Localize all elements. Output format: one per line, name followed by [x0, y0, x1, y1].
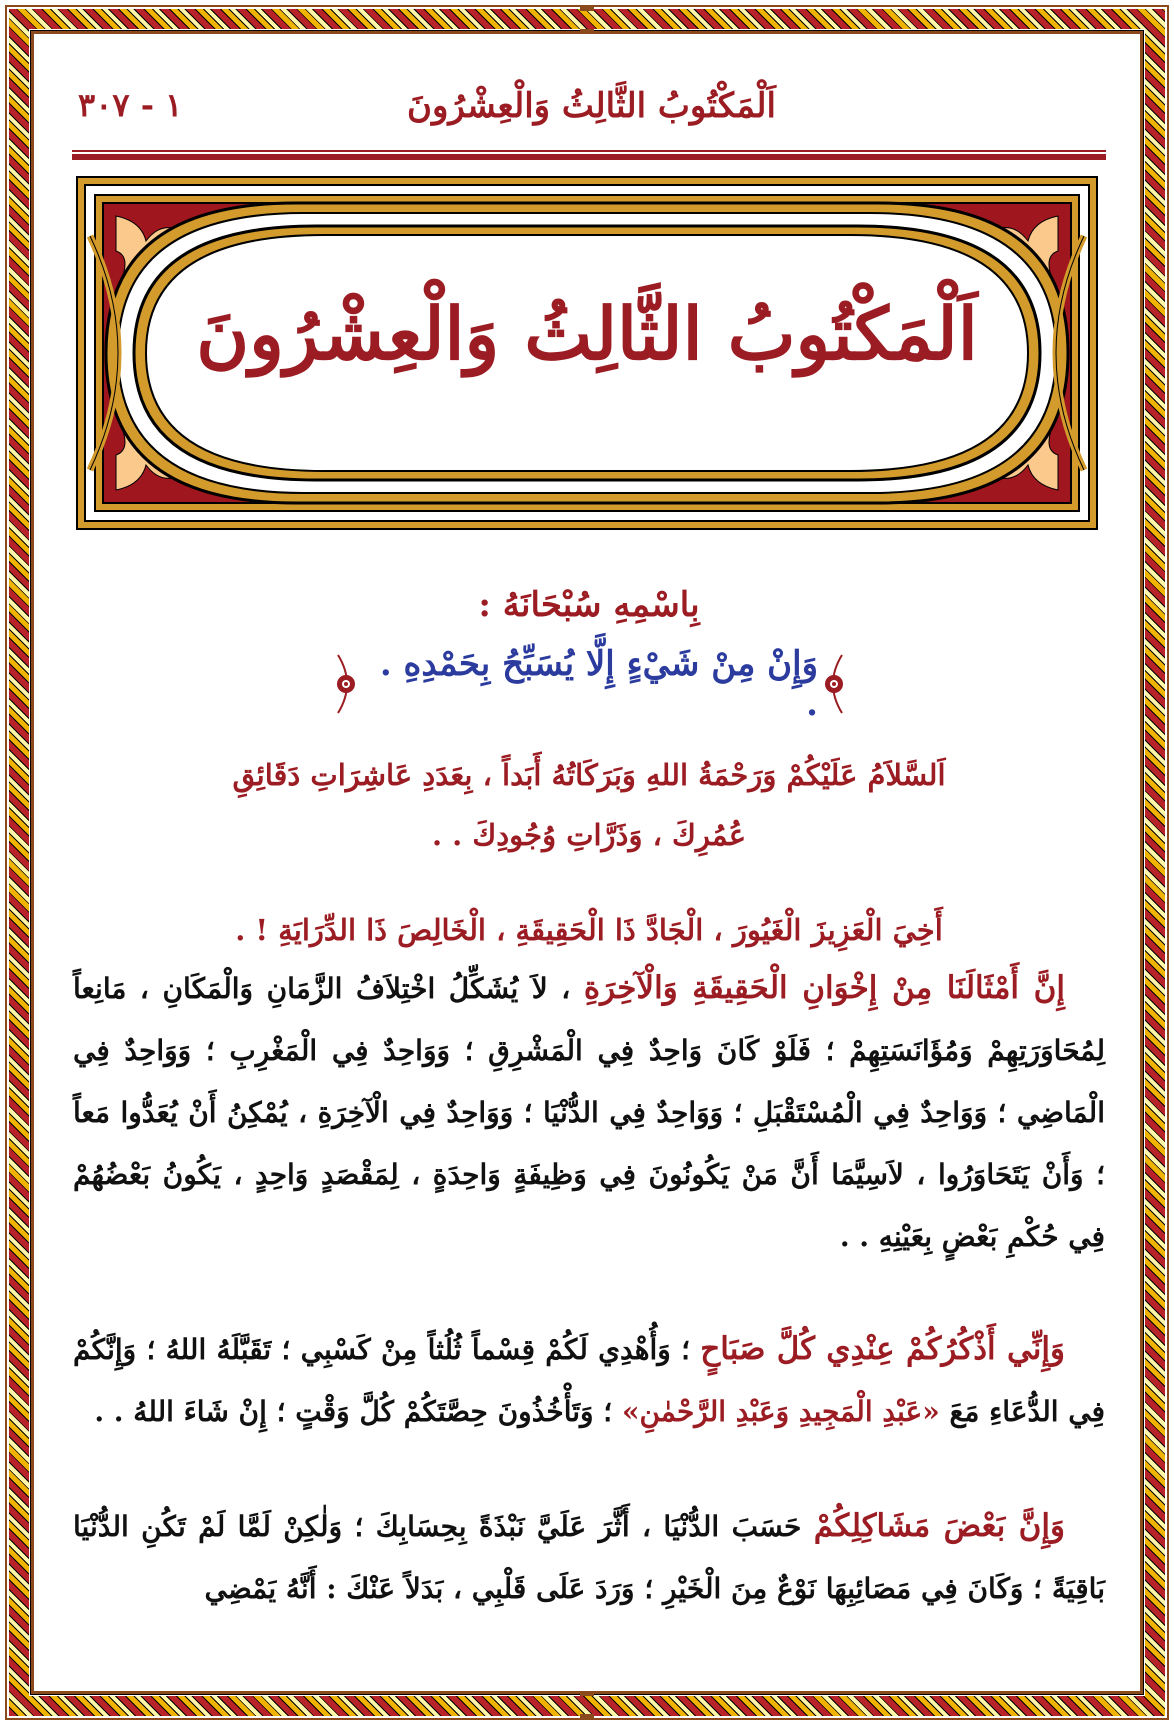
title-cartouche: [76, 176, 1098, 530]
verse-text: وَإِنْ مِنْ شَيْءٍ إِلَّا يُسَبِّحُ بِحَمْدِهِ . .: [379, 644, 818, 724]
rosette-bracket-icon-left: [330, 653, 356, 715]
basmala-heading: بِاسْمِهِ سُبْحَانَهُ :: [478, 585, 700, 625]
border-center-tick-bottom-inner: [580, 1691, 594, 1696]
cartouche-title: اَلْمَكْتُوبُ الثَّالِثُ وَالْعِشْرُونَ: [196, 291, 978, 376]
quran-verse: [330, 644, 850, 724]
border-center-tick-bottom: [580, 1714, 594, 1719]
paragraph-3: [73, 1495, 1105, 1620]
paragraph-2: [73, 1318, 1105, 1443]
greeting: [73, 745, 1105, 865]
paragraph-1-text: ، لاَ يُشَكِّلُ اخْتِلاَفُ الزَّمَانِ وَالْمَكَانِ ، مَانِعاً لِمُحَاوَرَتِهِمْ وَمُؤَانَسَتِهِمْ ؛ فَلَوْ كَانَ وَاحِدٌ فِي الْمَشْرِقِ ؛ وَوَاحِدٌ فِي الْمَغْرِبِ ؛ وَوَاحِدٌ فِي الْمَاضِي ؛ وَوَاحِدٌ فِي الْمُسْتَقْبَلِ ؛ وَوَاحِدٌ فِي الدُّنْيَا ؛ وَوَاحِدٌ فِي الْآخِرَةِ ، يُمْكِنُ أَنْ يُعَدُّوا مَعاً ؛ وَأَنْ يَتَحَاوَرُوا ، لاَسِيَّمَا أَنَّ مَنْ يَكُونُونَ فِي وَظِيفَةٍ وَاحِدَةٍ ، لِمَقْصَدٍ وَاحِدٍ ، يَكُونُ بَعْضُهُمْ فِي حُكْمِ بَعْضٍ بِعَيْنِهِ . .: [73, 972, 1105, 1253]
paragraph-1: [73, 957, 1105, 1268]
paragraph-2-text-before: ؛ وَأُهْدِي لَكُمْ قِسْماً ثُلُثاً مِنْ كَسْبِي ؛ تَقَبَّلَهُ اللهُ ؛ وَإِنَّكُمْ فِي الدُّعَاءِ مَعَ: [73, 1333, 1105, 1428]
rosette-bracket-icon-right: [824, 653, 850, 715]
paragraph-3-text: حَسَبَ الدُّنْيَا ، أَثَّرَ عَلَيَّ نَبْذَةً بِحِسَابِكَ ؛ وَلٰكِنْ لَمَّا لَمْ تَكُنِ الدُّنْيَا بَاقِيَةً ؛ وَكَانَ فِي مَصَائِبِهَا نَوْعٌ مِنَ الْخَيْرِ ؛ وَرَدَ عَلَى قَلْبِي ، بَدَلاً عَنْكَ : أَنَّهُ يَمْضِي: [73, 1510, 1105, 1605]
paragraph-1-highlight: إِنَّ أَمْثَالَنَا مِنْ إِخْوَانِ الْحَقِيقَةِ وَالْآخِرَةِ: [583, 970, 1066, 1006]
running-header: [72, 82, 1106, 162]
greeting-line-2: عُمُرِكَ ، وَذَرَّاتِ وُجُودِكَ . .: [431, 818, 746, 852]
paragraph-3-highlight: وَإِنَّ بَعْضَ مَشَاكِلِكُمْ: [813, 1508, 1065, 1544]
header-rule-thin: [72, 150, 1106, 152]
border-center-tick-top: [580, 6, 594, 11]
header-rule-thick: [72, 154, 1106, 160]
paragraph-2-quote: «عَبْدِ الْمَجِيدِ وَعَبْدِ الرَّحْمٰنِ»: [621, 1395, 940, 1428]
paragraph-2-highlight: وَإِنِّي أَذْكُرُكُمْ عِنْدِي كُلَّ صَبَاحٍ: [700, 1331, 1065, 1367]
header-title: اَلْمَكْتُوبُ الثَّالِثُ وَالْعِشْرُونَ: [406, 86, 776, 126]
page-number: ١ - ٣٠٧: [78, 86, 183, 124]
border-center-tick-top-inner: [580, 29, 594, 34]
paragraph-2-text-after: ؛ وَتَأْخُذُونَ حِصَّتَكُمْ كُلَّ وَقْتٍ ؛ إِنْ شَاءَ اللهُ . .: [94, 1395, 613, 1428]
address-line: أَخِيَ الْعَزِيزَ الْغَيُورَ ، الْجَادَّ ذَا الْحَقِيقَةِ ، الْخَالِصَ ذَا الدِّرَايَةِ ! .: [235, 913, 943, 947]
greeting-line-1: اَلسَّلاَمُ عَلَيْكُمْ وَرَحْمَةُ اللهِ وَبَرَكَاتُهُ أَبَداً ، بِعَدَدِ عَاشِرَاتِ دَقَائِقِ: [232, 758, 946, 792]
